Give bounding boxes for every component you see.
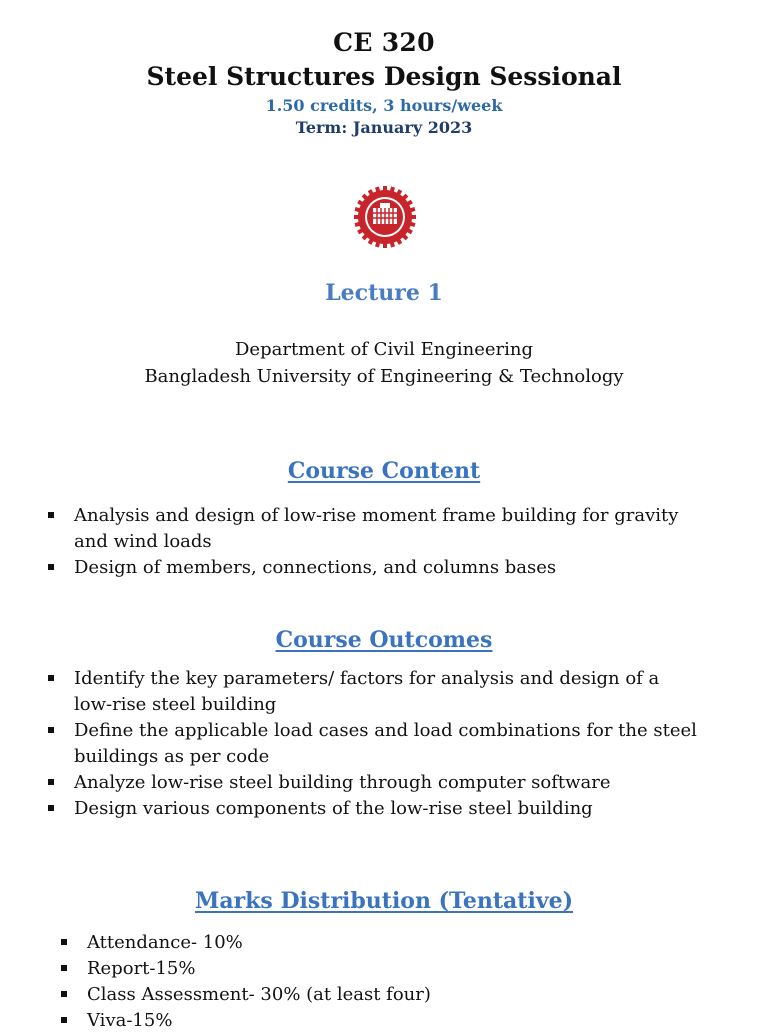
marks-distribution-list — [59, 930, 719, 1034]
list-item — [59, 956, 719, 982]
list-item — [46, 796, 736, 822]
bullet-square-icon — [61, 965, 67, 971]
list-item-line: Identify the key parameters/ factors for analysis and design of a — [74, 668, 660, 689]
course-term: Term: January 2023 — [295, 118, 473, 137]
course-content-list — [46, 503, 736, 581]
list-item-line: and wind loads — [74, 531, 212, 552]
bullet-square-icon — [61, 1017, 67, 1023]
bullet-square-icon — [61, 939, 67, 945]
list-item-line: Attendance- 10% — [87, 932, 243, 953]
course-content-heading: Course Content — [287, 458, 481, 484]
list-item — [46, 718, 736, 770]
list-item-line: Design various components of the low-rise steel building — [74, 798, 593, 819]
marks-distribution-heading: Marks Distribution (Tentative) — [194, 888, 574, 914]
list-item — [59, 930, 719, 956]
list-item-line: Define the applicable load cases and load combinations for the steel — [74, 720, 697, 741]
bullet-square-icon — [48, 512, 54, 518]
list-item-line: buildings as per code — [74, 746, 270, 767]
list-item-line: low-rise steel building — [74, 694, 277, 715]
list-item-line: Report-15% — [87, 958, 196, 979]
course-title: Steel Structures Design Sessional — [146, 62, 622, 91]
lecture-number: Lecture 1 — [325, 280, 443, 306]
list-item — [46, 770, 736, 796]
course-code: CE 320 — [333, 28, 435, 57]
bullet-square-icon — [48, 564, 54, 570]
list-item-line: Viva-15% — [87, 1010, 173, 1031]
bullet-square-icon — [48, 727, 54, 733]
list-item-line: Design of members, connections, and columns bases — [74, 557, 557, 578]
course-outcomes-heading: Course Outcomes — [275, 627, 493, 653]
list-item-line: Analyze low-rise steel building through computer software — [74, 772, 611, 793]
university-name: Bangladesh University of Engineering & Technology — [144, 366, 624, 387]
course-credits: 1.50 credits, 3 hours/week — [265, 96, 503, 115]
bullet-square-icon — [48, 675, 54, 681]
bullet-square-icon — [48, 805, 54, 811]
university-seal-graphic — [354, 186, 416, 248]
list-item — [46, 503, 736, 555]
list-item — [46, 666, 736, 718]
course-outcomes-list — [46, 666, 736, 822]
list-item-line: Analysis and design of low-rise moment frame building for gravity — [74, 505, 679, 526]
bullet-square-icon — [61, 991, 67, 997]
list-item — [46, 555, 736, 581]
department-name: Department of Civil Engineering — [235, 339, 533, 360]
list-item — [59, 1008, 719, 1034]
bullet-square-icon — [48, 779, 54, 785]
university-seal-icon — [354, 186, 416, 248]
list-item — [59, 982, 719, 1008]
list-item-line: Class Assessment- 30% (at least four) — [87, 984, 431, 1005]
